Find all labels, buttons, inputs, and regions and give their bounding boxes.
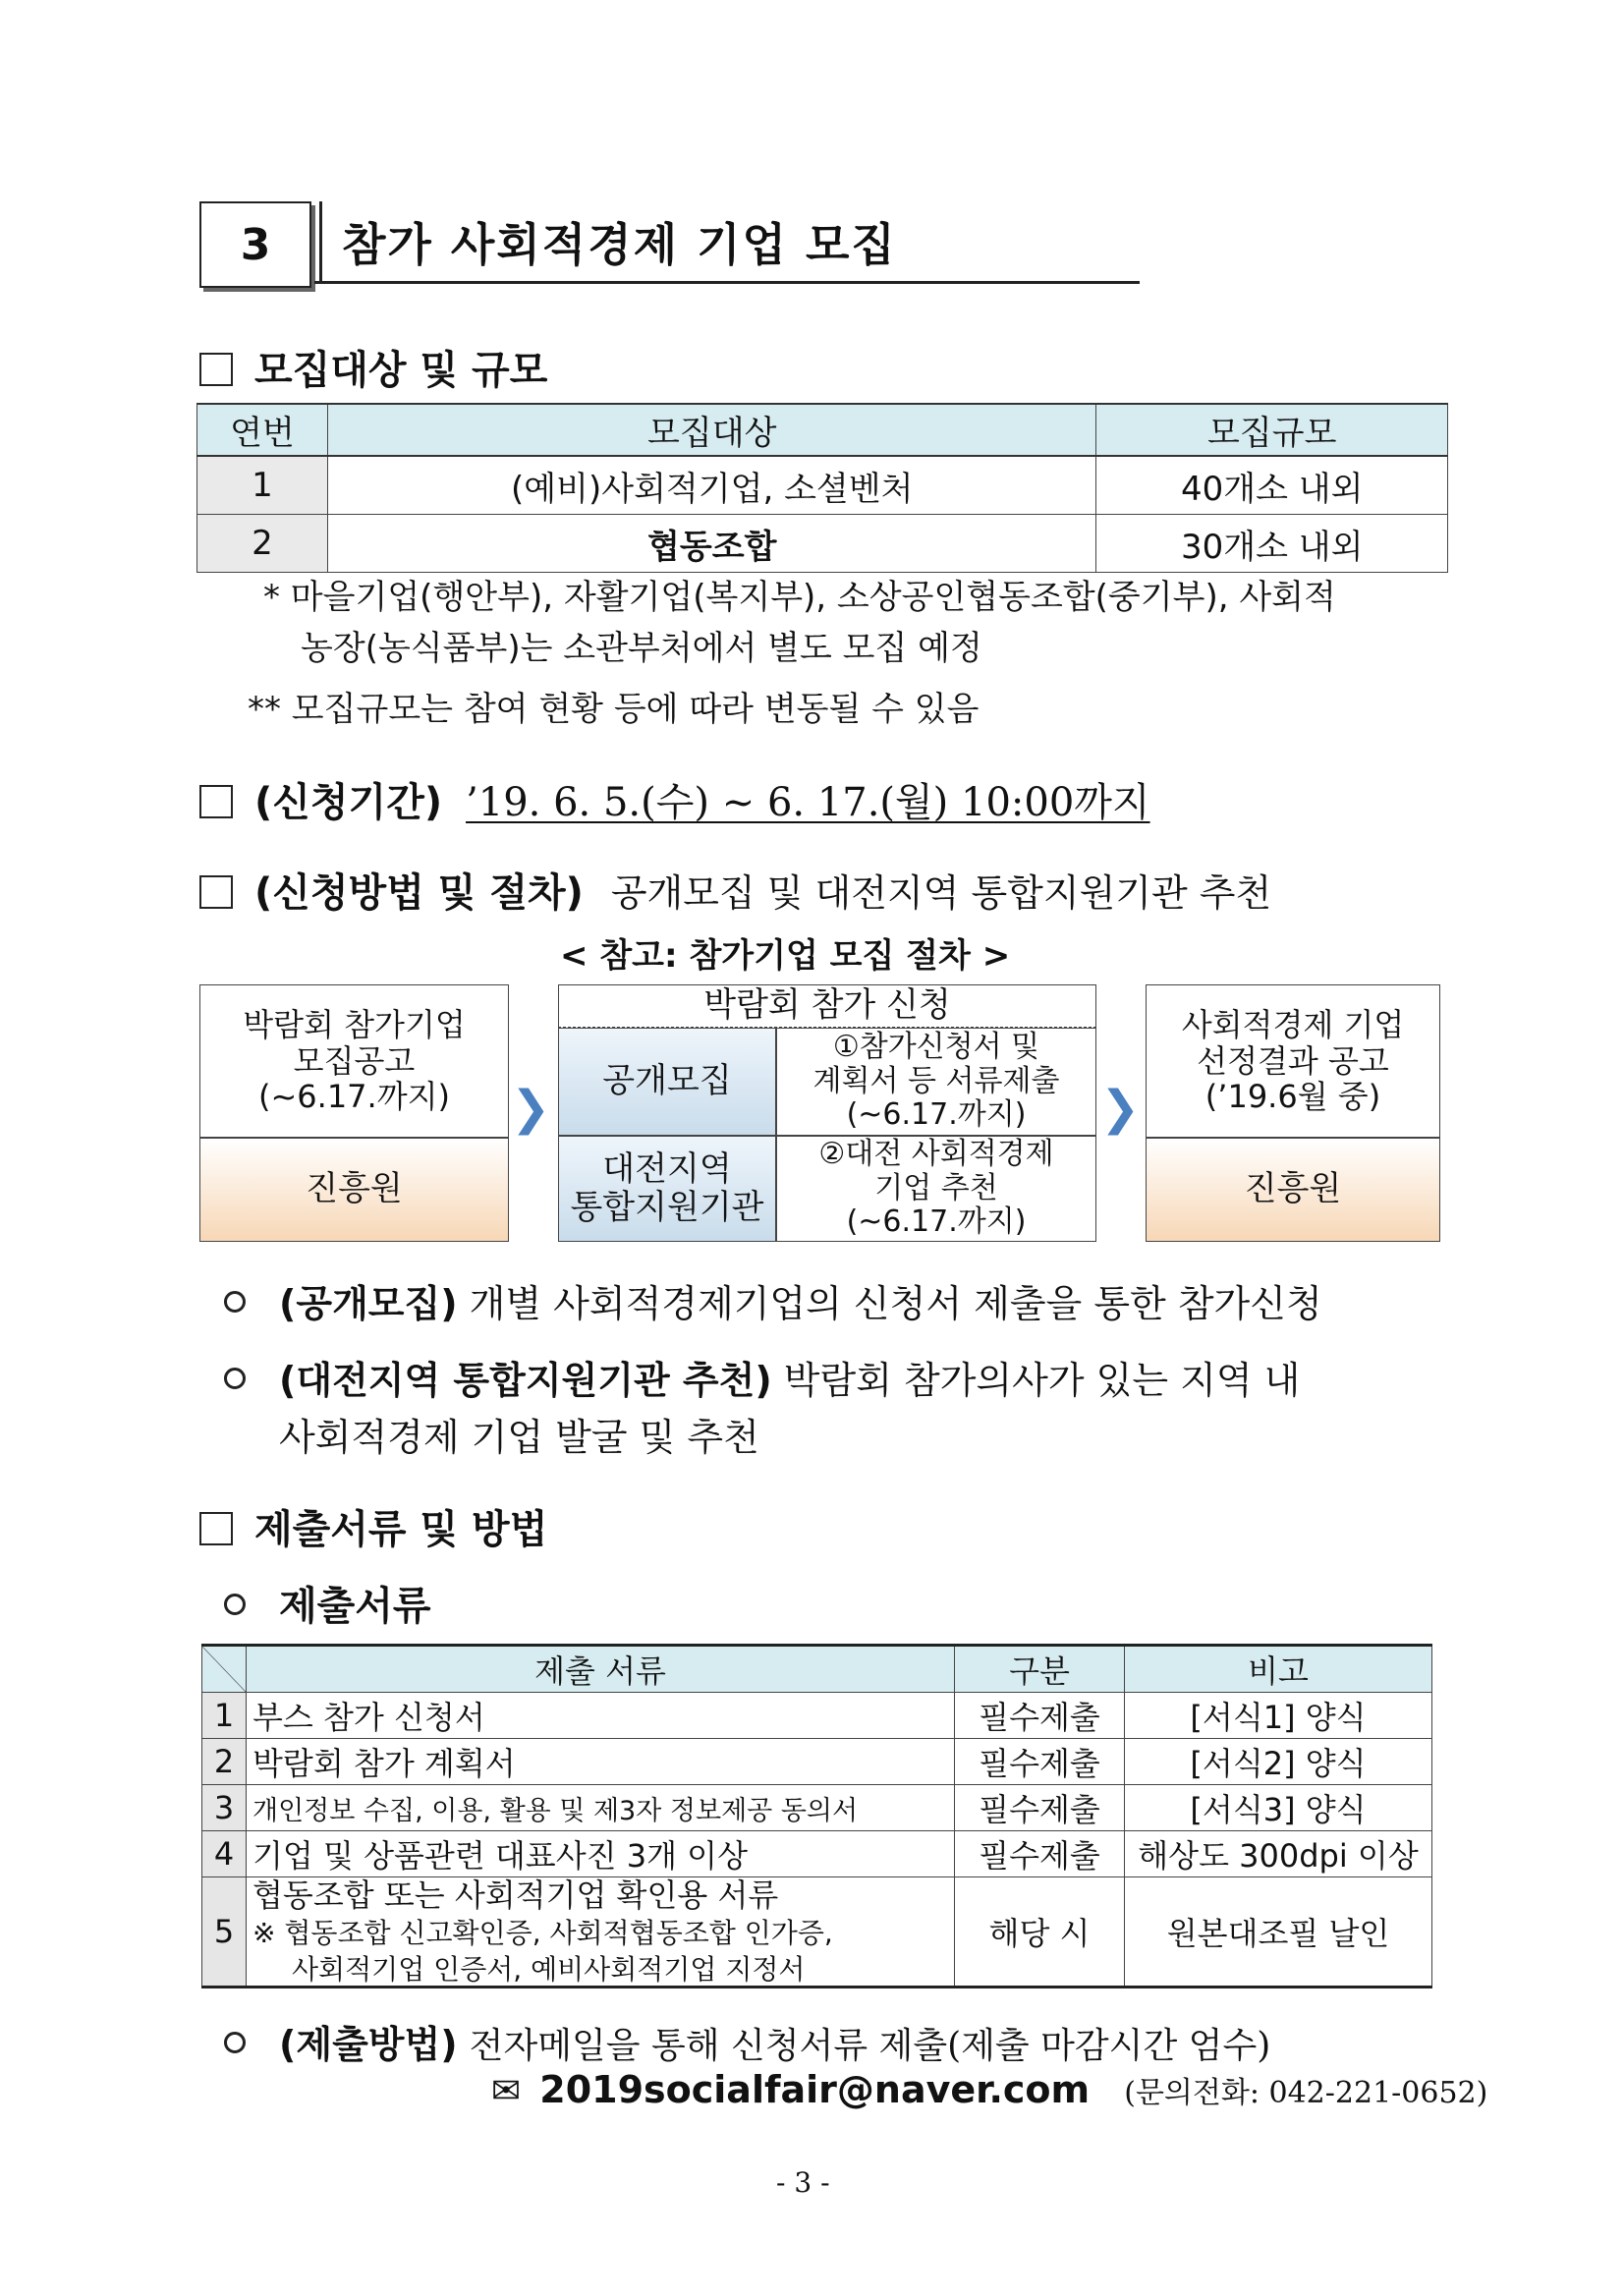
- table-cell: 해당 시: [955, 1877, 1125, 1988]
- page-number: - 3 -: [776, 2166, 830, 2199]
- submit-label: (제출방법): [279, 2023, 458, 2066]
- row5-line2: ※ 협동조합 신고확인증, 사회적협동조합 인가증,: [252, 1916, 833, 1949]
- bullet-daejeon: [224, 1350, 1300, 1404]
- table-cell: [서식2] 양식: [1125, 1739, 1432, 1785]
- box-text: ①참가신청서 및: [832, 1030, 1040, 1065]
- box-text: 박람회 참가기업: [243, 1005, 466, 1043]
- box-text: ②대전 사회적경제: [818, 1137, 1054, 1172]
- bullet-daejeon-cont: 사회적경제 기업 발굴 및 추천: [279, 1416, 759, 1459]
- col-header: 구분: [955, 1646, 1125, 1693]
- apply-title: 박람회 참가 신청: [558, 984, 1096, 1028]
- agency-box-right: 진흥원: [1146, 1138, 1440, 1242]
- table-cell: 1: [197, 456, 328, 515]
- table-cell: 기업 및 상품관련 대표사진 3개 이상: [247, 1831, 955, 1877]
- circle-bullet-icon: [224, 1291, 246, 1313]
- table-cell: 해상도 300dpi 이상: [1125, 1831, 1432, 1877]
- box-text: 계획서 등 서류제출: [812, 1063, 1060, 1098]
- docs-sub-text: 제출서류: [279, 1584, 431, 1629]
- bullet-open: [224, 1273, 1322, 1327]
- open-recruit-desc: [776, 1028, 1096, 1136]
- table-cell: 부스 참가 신청서: [247, 1693, 955, 1739]
- row5-line1: 협동조합 또는 사회적기업 확인용 서류: [252, 1876, 779, 1914]
- checkbox-icon: [199, 1512, 233, 1545]
- table-cell: 협동조합: [328, 515, 1096, 573]
- open-recruit-label: 공개모집: [558, 1028, 776, 1136]
- box-text: 사회적경제 기업: [1181, 1005, 1405, 1043]
- corner-cell: [202, 1646, 247, 1693]
- table-cell: 필수제출: [955, 1831, 1125, 1877]
- row-number: 5: [202, 1877, 247, 1988]
- docs-heading-text: 제출서류 및 방법: [254, 1507, 548, 1552]
- section-divider: [319, 201, 322, 284]
- col-header: 모집규모: [1096, 404, 1448, 456]
- mail-icon: ✉: [491, 2071, 522, 2111]
- bullet-text: 박람회 참가의사가 있는 지역 내: [783, 1359, 1301, 1402]
- table-cell: [서식3] 양식: [1125, 1785, 1432, 1831]
- period-value: ’19. 6. 5.(수) ~ 6. 17.(월) 10:00까지: [466, 780, 1150, 825]
- docs-heading: [199, 1498, 547, 1554]
- announce-box: [199, 984, 509, 1138]
- box-text: 통합지원기관: [570, 1188, 764, 1227]
- bullet-label: (공개모집): [279, 1282, 458, 1325]
- col-header: 연번: [197, 404, 328, 456]
- col-header: 제출 서류: [247, 1646, 955, 1693]
- circle-bullet-icon: [224, 1368, 246, 1389]
- method-label: (신청방법 및 절차): [254, 870, 584, 916]
- table-cell: 30개소 내외: [1096, 515, 1448, 573]
- submit-text: 전자메일을 통해 신청서류 제출(제출 마감시간 엄수): [469, 2026, 1271, 2066]
- result-box: [1146, 984, 1440, 1138]
- method-value: 공개모집 및 대전지역 통합지원기관 추천: [610, 871, 1272, 915]
- section-underline: [314, 281, 1140, 284]
- checkbox-icon: [199, 875, 233, 909]
- procedure-caption: < 참고: 참가기업 모집 절차 >: [560, 936, 1011, 976]
- table-cell: 개인정보 수집, 이용, 활용 및 제3자 정보제공 동의서: [247, 1785, 955, 1831]
- recruit-heading-text: 모집대상 및 규모: [254, 348, 548, 393]
- box-text: (’19.6월 중): [1204, 1078, 1381, 1116]
- phone-text: (문의전화: 042-221-0652): [1124, 2076, 1488, 2110]
- row-number: 4: [202, 1831, 247, 1877]
- agency-box-left: 진흥원: [199, 1138, 509, 1242]
- box-text: (~6.17.까지): [846, 1097, 1027, 1133]
- daejeon-label: [558, 1136, 776, 1242]
- col-header: 비고: [1125, 1646, 1432, 1693]
- note-1b: 농장(농식품부)는 소관부처에서 별도 모집 예정: [301, 629, 982, 668]
- period-label: (신청기간): [254, 780, 443, 825]
- docs-subheading: [224, 1575, 431, 1631]
- daejeon-desc: [776, 1136, 1096, 1242]
- checkbox-icon: [199, 785, 233, 818]
- note-2: ** 모집규모는 참여 현황 등에 따라 변동될 수 있음: [248, 690, 980, 729]
- col-header: 모집대상: [328, 404, 1096, 456]
- method-line: [199, 862, 1271, 918]
- submit-method: [224, 2014, 1270, 2068]
- box-text: 기업 추천: [874, 1170, 998, 1205]
- table-cell: (예비)사회적기업, 소셜벤처: [328, 456, 1096, 515]
- table-cell: [서식1] 양식: [1125, 1693, 1432, 1739]
- table-cell: 필수제출: [955, 1739, 1125, 1785]
- row-number: 3: [202, 1785, 247, 1831]
- row5-line3: 사회적기업 인증서, 예비사회적기업 지정서: [292, 1952, 806, 1986]
- note-1: * 마을기업(행안부), 자활기업(복지부), 소상공인협동조합(중기부), 사회적: [263, 578, 1336, 617]
- circle-bullet-icon: [224, 2032, 246, 2053]
- table-cell: [247, 1877, 955, 1988]
- checkbox-icon: [199, 353, 233, 386]
- row-number: 2: [202, 1739, 247, 1785]
- table-cell: 원본대조필 날인: [1125, 1877, 1432, 1988]
- box-text: (~6.17.까지): [257, 1078, 451, 1116]
- circle-bullet-icon: [224, 1594, 246, 1615]
- box-text: 선정결과 공고: [1197, 1041, 1389, 1080]
- section-title: 참가 사회적경제 기업 모집: [342, 218, 897, 271]
- bullet-label: (대전지역 통합지원기관 추천): [279, 1359, 772, 1402]
- arrow-icon: ❯: [1100, 1081, 1141, 1136]
- section-number-box: [199, 201, 311, 288]
- row-number: 1: [202, 1693, 247, 1739]
- docs-table: [201, 1644, 1432, 1988]
- recruit-table: [196, 403, 1448, 573]
- bullet-text: 개별 사회적경제기업의 신청서 제출을 통한 참가신청: [469, 1282, 1322, 1325]
- table-cell: 40개소 내외: [1096, 456, 1448, 515]
- box-text: 대전지역: [602, 1148, 732, 1189]
- table-cell: 박람회 참가 계획서: [247, 1739, 955, 1785]
- table-cell: 필수제출: [955, 1785, 1125, 1831]
- box-text: (~6.17.까지): [846, 1204, 1027, 1240]
- email-link[interactable]: 2019socialfair@naver.com: [539, 2068, 1091, 2111]
- section-number: 3: [240, 219, 271, 270]
- table-cell: 2: [197, 515, 328, 573]
- table-cell: 필수제출: [955, 1693, 1125, 1739]
- arrow-icon: ❯: [511, 1081, 551, 1136]
- box-text: 모집공고: [293, 1041, 416, 1080]
- contact-line: [491, 2068, 1487, 2111]
- period-line: [199, 771, 1150, 827]
- recruit-heading: [199, 339, 547, 395]
